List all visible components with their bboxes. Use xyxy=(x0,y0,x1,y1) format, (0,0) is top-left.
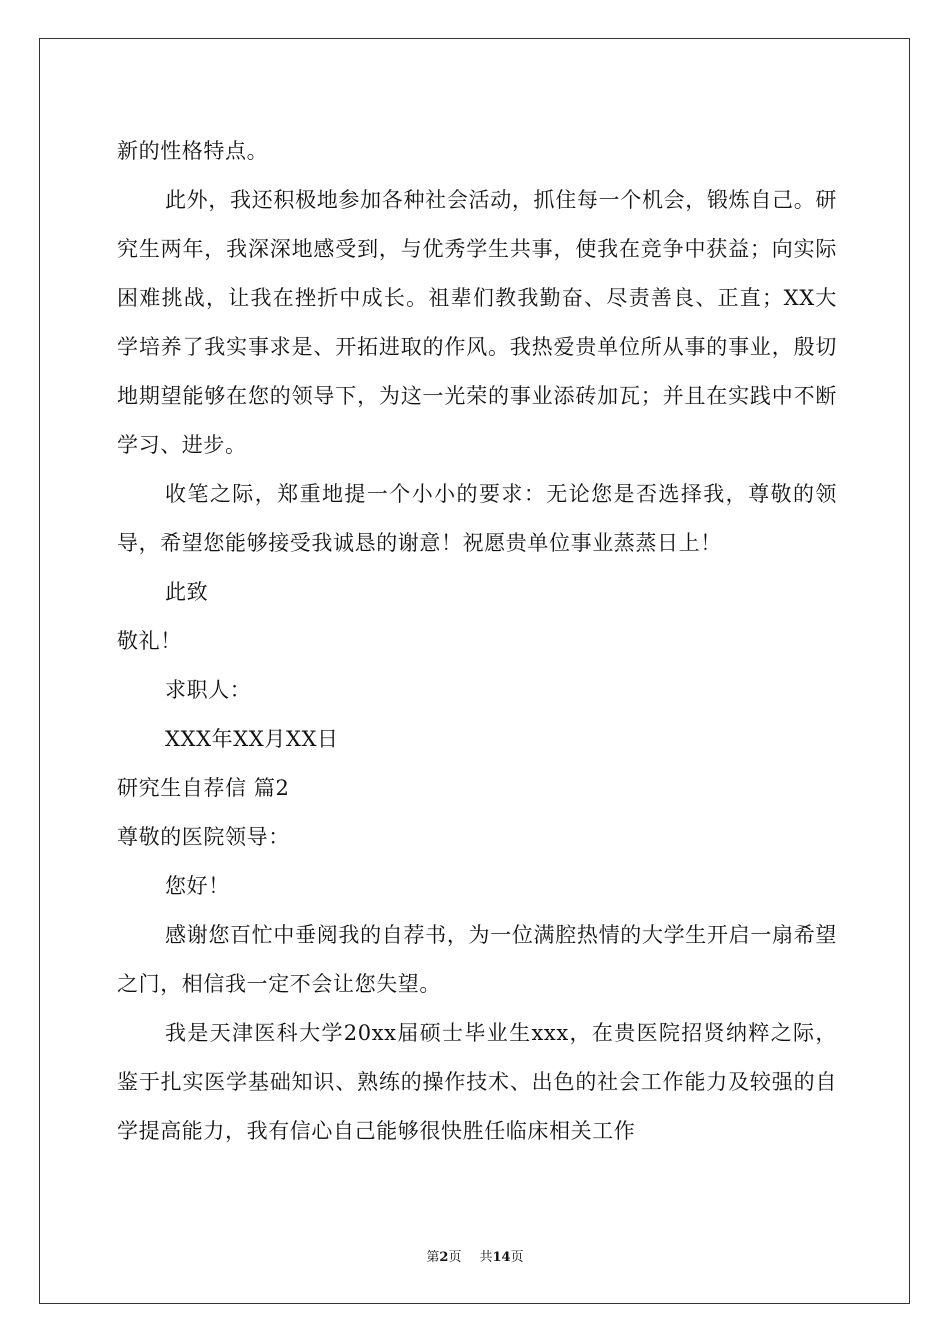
paragraph: 新的性格特点。 xyxy=(117,139,269,163)
recipient-greeting: 尊敬的医院领导： xyxy=(117,825,290,849)
date-line: XXX年XX月XX日 xyxy=(165,727,339,751)
paragraph: 此外，我还积极地参加各种社会活动，抓住每一个机会，锻炼自己。研究生两年，我深深地感受到，与优秀学生共事，使我在竞争中获益；向实际困难挑战，让我在挫折中成长。祖辈们教我勤奋、尽责善良、正直；XX大学培养了我实事求是、开拓进取的作风。我热爱贵单位所从事的事业，殷切地期望能够在您的领导下，为这一光荣的事业添砖加瓦；并且在实践中不断学习、进步。 xyxy=(117,188,837,457)
page-number: 2 xyxy=(439,1250,449,1265)
paragraph: 感谢您百忙中垂阅我的自荐书，为一位满腔热情的大学生开启一扇希望之门，相信我一定不会让您失望。 xyxy=(117,923,837,996)
applicant-label: 求职人： xyxy=(165,678,252,702)
total-pages: 14 xyxy=(492,1250,511,1265)
paragraph: 收笔之际，郑重地提一个小小的要求：无论您是否选择我，尊敬的领导，希望您能够接受我诚恳的谢意！祝愿贵单位事业蒸蒸日上！ xyxy=(117,482,837,555)
page-footer xyxy=(0,1246,950,1265)
page-prefix: 第 xyxy=(426,1250,440,1265)
section-title: 研究生自荐信 篇2 xyxy=(117,776,290,800)
total-suffix: 页 xyxy=(510,1250,524,1265)
document-body xyxy=(117,127,837,1156)
total-prefix: 共 xyxy=(479,1250,493,1265)
greeting: 您好！ xyxy=(165,874,230,898)
salutation-respect: 敬礼！ xyxy=(117,629,182,653)
salutation-closing: 此致 xyxy=(165,580,209,604)
page-suffix: 页 xyxy=(448,1250,462,1265)
paragraph: 我是天津医科大学20xx届硕士毕业生xxx，在贵医院招贤纳粹之际，鉴于扎实医学基础知识、熟练的操作技术、出色的社会工作能力及较强的自学提高能力，我有信心自己能够很快胜任临床相关工作 xyxy=(117,1021,837,1143)
